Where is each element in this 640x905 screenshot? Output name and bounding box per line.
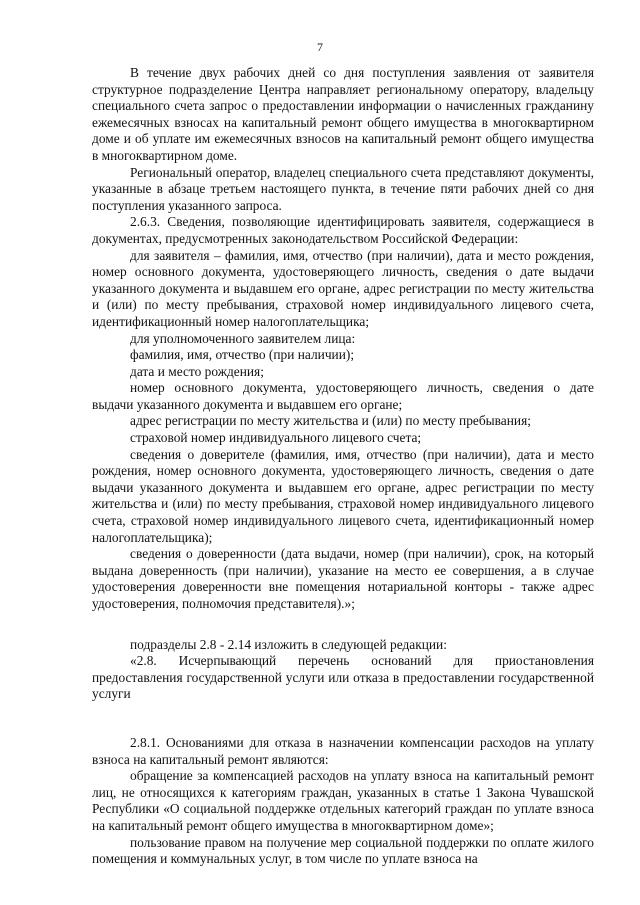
- paragraph-subsections-amendment: подразделы 2.8 - 2.14 изложить в следующей редакции:: [130, 636, 447, 652]
- paragraph-other-support: пользование правом на получение мер социальной поддержки по оплате жилого помещения и коммунальных услуг, в том числе по уплате взноса на: [92, 834, 594, 867]
- paragraph-full-name: фамилия, имя, отчество (при наличии);: [130, 347, 355, 363]
- document-body: [92, 65, 594, 868]
- paragraph-section-2-8-1: 2.8.1. Основаниями для отказа в назначении компенсации расходов на уплату взноса на капитальный ремонт являются:: [92, 734, 594, 767]
- paragraph-registration-address: адрес регистрации по месту жительства и (или) по месту пребывания;: [130, 413, 531, 429]
- paragraph-operator-documents: Региональный оператор, владелец специального счета представляют документы, указанные в абзаце третьем настоящего пункта, в течение пяти рабочих дней со дня поступления указанного запроса.: [92, 164, 594, 213]
- paragraph-power-of-attorney: сведения о доверенности (дата выдачи, номер (при наличии), срок, на который выдана доверенность (при наличии), указание на место ее совершения, а в случае удостоверения доверенности вне помещения нотариальной конторы - также адрес удостоверения, полномочия представителя).»;: [92, 546, 594, 611]
- paragraph-section-2-8-heading: «2.8. Исчерпывающий перечень оснований для приостановления предоставления государственной услуги или отказа в предоставлении государственной услуги: [92, 653, 594, 702]
- paragraph-request-procedure: В течение двух рабочих дней со дня поступления заявления от заявителя структурное подразделение Центра направляет региональному оператору, владельцу специального счета запрос о предоставлении информации о начисленных гражданину ежемесячных взносах на капитальный ремонт общего имущества в многоквартирном доме и об уплате им ежемесячных взносов на капитальный ремонт общего имущества в многоквартирном доме.: [92, 65, 594, 163]
- paragraph-identity-document: номер основного документа, удостоверяющего личность, сведения о дате выдачи указанного документа и выдавшем его органе;: [92, 380, 594, 412]
- paragraph-insurance-number: страховой номер индивидуального лицевого счета;: [130, 430, 422, 446]
- paragraph-ineligible-persons: обращение за компенсацией расходов на уплату взноса на капитальный ремонт лиц, не относящихся к категориям граждан, указанных в статье 1 Закона Чувашской Республики «О социальной поддержке отдельных категорий граждан по уплате взноса на капитальный ремонт общего имущества в многоквартирном доме»;: [92, 768, 594, 833]
- paragraph-section-2-6-3: 2.6.3. Сведения, позволяющие идентифицировать заявителя, содержащиеся в документах, предусмотренных законодательством Российской Федерации:: [92, 214, 594, 246]
- paragraph-birth-date-place: дата и место рождения;: [130, 363, 264, 379]
- page-number: 7: [317, 40, 323, 54]
- paragraph-authorized-person: для уполномоченного заявителем лица:: [130, 330, 356, 346]
- paragraph-applicant-data: для заявителя – фамилия, имя, отчество (при наличии), дата и место рождения, номер основного документа, удостоверяющего личность, сведения о дате выдачи указанного документа и выдавшем его органе, адрес регистрации по месту жительства и (или) по месту пребывания, страховой номер индивидуального лицевого счета, идентификационный номер налогоплательщика;: [92, 247, 594, 329]
- paragraph-principal-data: сведения о доверителе (фамилия, имя, отчество (при наличии), дата и место рождения, номер основного документа, удостоверяющего личность, сведения о дате выдачи указанного документа и выдавшем его органе, адрес регистрации по месту жительства и (или) по месту пребывания, страховой номер индивидуального лицевого счета, страховой номер индивидуального лицевого счета, идентификационный номер налогоплательщика);: [92, 446, 594, 545]
